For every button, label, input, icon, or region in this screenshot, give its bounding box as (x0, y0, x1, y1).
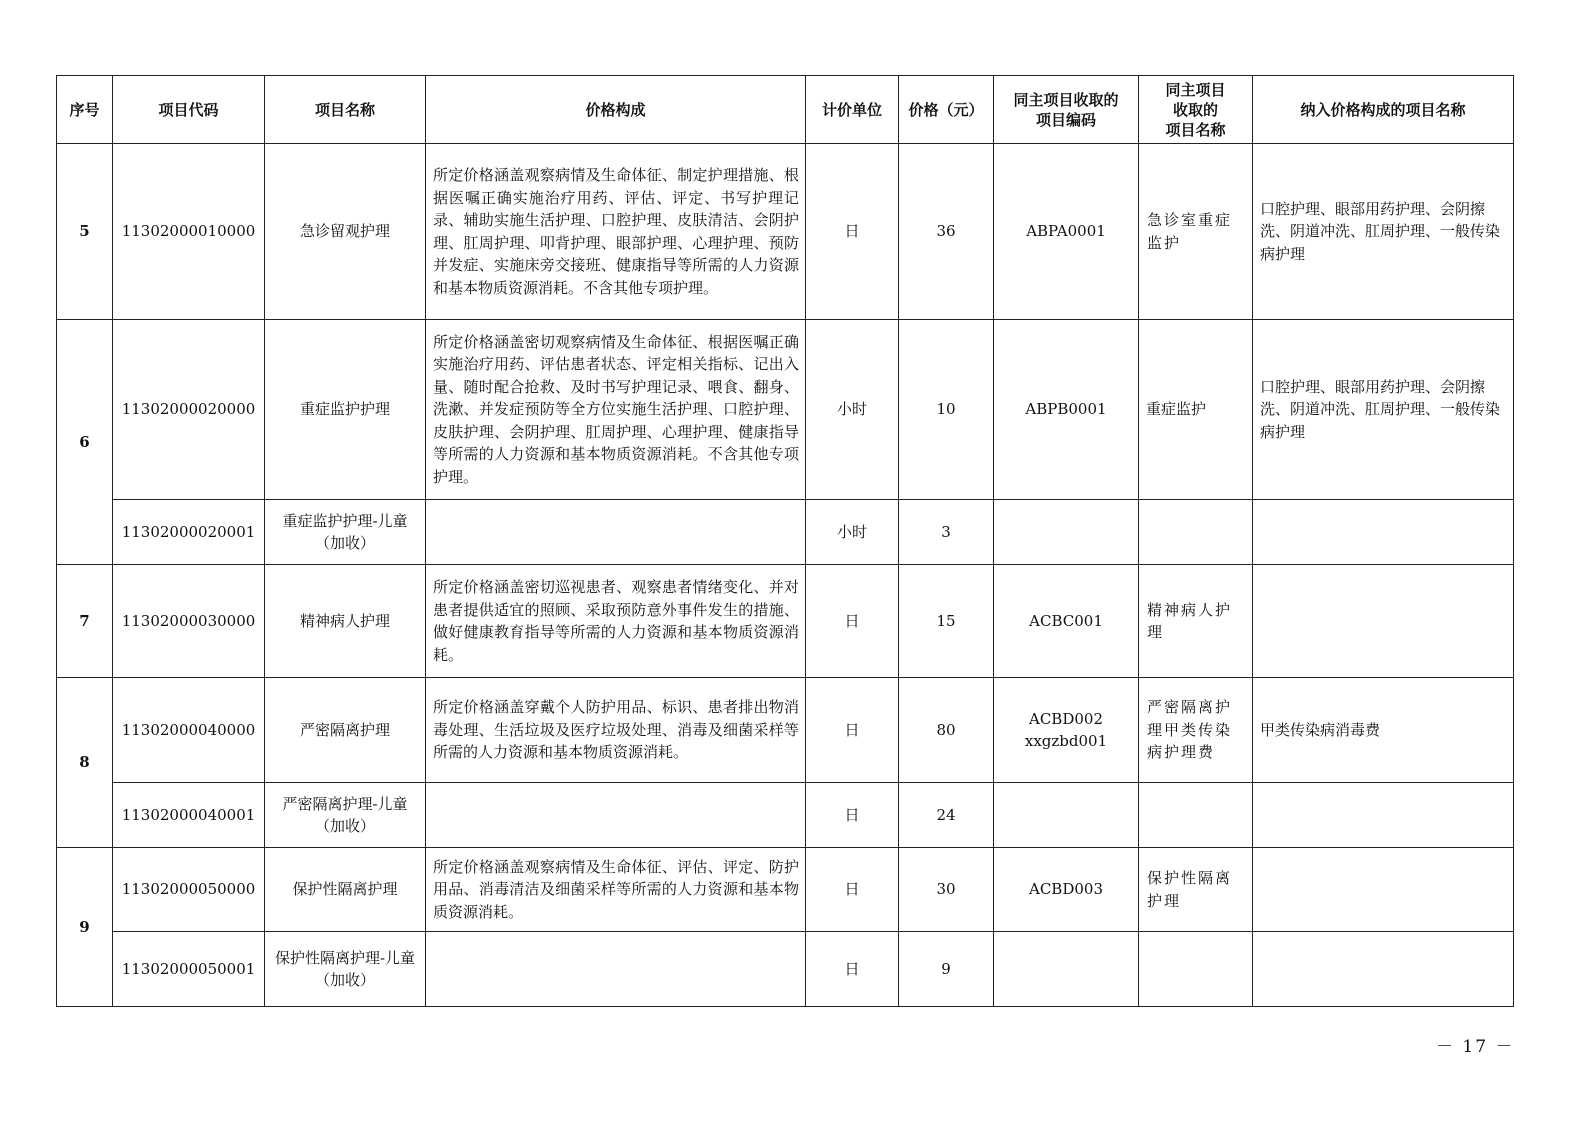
same-name-cell: 重症监护 (1139, 320, 1253, 500)
price-cell: 3 (899, 500, 994, 565)
same-name-cell (1139, 500, 1253, 565)
price-cell: 36 (899, 144, 994, 320)
table-header-row (57, 76, 1514, 144)
same-name-cell (1139, 783, 1253, 848)
same-name-cell: 精神病人护理 (1139, 565, 1253, 678)
same-code-cell: ABPB0001 (994, 320, 1139, 500)
included-cell: 口腔护理、眼部用药护理、会阴擦洗、阴道冲洗、肛周护理、一般传染病护理 (1253, 320, 1514, 500)
price-cell: 80 (899, 678, 994, 783)
header-included: 纳入价格构成的项目名称 (1253, 76, 1514, 144)
unit-cell: 日 (806, 678, 899, 783)
header-content: 价格构成 (426, 76, 806, 144)
header-price: 价格（元） (899, 76, 994, 144)
table-row (57, 678, 1514, 783)
seq-cell: 9 (57, 848, 113, 1007)
table-row (57, 144, 1514, 320)
unit-cell: 日 (806, 783, 899, 848)
code-cell: 11302000050001 (113, 932, 265, 1007)
included-cell: 口腔护理、眼部用药护理、会阴擦洗、阴道冲洗、肛周护理、一般传染病护理 (1253, 144, 1514, 320)
included-cell (1253, 565, 1514, 678)
included-cell (1253, 783, 1514, 848)
price-cell: 30 (899, 848, 994, 932)
same-code-cell (994, 932, 1139, 1007)
name-cell: 重症监护护理-儿童（加收） (265, 500, 426, 565)
content-cell (426, 500, 806, 565)
table-row (57, 932, 1514, 1007)
name-cell: 重症监护护理 (265, 320, 426, 500)
same-code-cell: ACBC001 (994, 565, 1139, 678)
unit-cell: 日 (806, 848, 899, 932)
name-cell: 保护性隔离护理-儿童（加收） (265, 932, 426, 1007)
table-row (57, 565, 1514, 678)
price-cell: 15 (899, 565, 994, 678)
seq-cell: 6 (57, 320, 113, 565)
name-cell: 严密隔离护理-儿童（加收） (265, 783, 426, 848)
unit-cell: 日 (806, 144, 899, 320)
included-cell (1253, 848, 1514, 932)
header-name: 项目名称 (265, 76, 426, 144)
content-cell: 所定价格涵盖观察病情及生命体征、评估、评定、防护用品、消毒清洁及细菌采样等所需的人力资源和基本物质资源消耗。 (426, 848, 806, 932)
same-name-cell (1139, 932, 1253, 1007)
table-row (57, 500, 1514, 565)
code-cell: 11302000050000 (113, 848, 265, 932)
same-name-cell: 急诊室重症监护 (1139, 144, 1253, 320)
same-code-cell: ABPA0001 (994, 144, 1139, 320)
same-code-cell (994, 500, 1139, 565)
seq-cell: 8 (57, 678, 113, 848)
header-seq: 序号 (57, 76, 113, 144)
content-cell: 所定价格涵盖穿戴个人防护用品、标识、患者排出物消毒处理、生活垃圾及医疗垃圾处理、消毒及细菌采样等所需的人力资源和基本物质资源消耗。 (426, 678, 806, 783)
code-cell: 11302000030000 (113, 565, 265, 678)
page-number: － 17 － (1436, 1037, 1515, 1057)
price-cell: 10 (899, 320, 994, 500)
header-unit: 计价单位 (806, 76, 899, 144)
price-cell: 9 (899, 932, 994, 1007)
name-cell: 精神病人护理 (265, 565, 426, 678)
header-code: 项目代码 (113, 76, 265, 144)
header-same-name: 同主项目 收取的 项目名称 (1139, 76, 1253, 144)
included-cell (1253, 500, 1514, 565)
unit-cell: 日 (806, 932, 899, 1007)
header-same-code: 同主项目收取的 项目编码 (994, 76, 1139, 144)
table-row (57, 783, 1514, 848)
table-row (57, 848, 1514, 932)
name-cell: 保护性隔离护理 (265, 848, 426, 932)
included-cell (1253, 932, 1514, 1007)
same-name-cell: 严密隔离护理甲类传染病护理费 (1139, 678, 1253, 783)
content-cell: 所定价格涵盖密切观察病情及生命体征、根据医嘱正确实施治疗用药、评估患者状态、评定相关指标、记出入量、随时配合抢救、及时书写护理记录、喂食、翻身、洗漱、并发症预防等全方位实施生活护理、口腔护理、皮肤护理、会阴护理、肛周护理、心理护理、健康指导等所需的人力资源和基本物质资源消耗。不含其他专项护理。 (426, 320, 806, 500)
content-cell (426, 932, 806, 1007)
content-cell (426, 783, 806, 848)
code-cell: 11302000040000 (113, 678, 265, 783)
table-row (57, 320, 1514, 500)
same-code-cell: ACBD002 xxgzbd001 (994, 678, 1139, 783)
name-cell: 急诊留观护理 (265, 144, 426, 320)
same-name-cell: 保护性隔离护理 (1139, 848, 1253, 932)
same-code-cell: ACBD003 (994, 848, 1139, 932)
code-cell: 11302000020000 (113, 320, 265, 500)
price-cell: 24 (899, 783, 994, 848)
code-cell: 11302000040001 (113, 783, 265, 848)
seq-cell: 5 (57, 144, 113, 320)
unit-cell: 小时 (806, 500, 899, 565)
code-cell: 11302000020001 (113, 500, 265, 565)
code-cell: 11302000010000 (113, 144, 265, 320)
included-cell: 甲类传染病消毒费 (1253, 678, 1514, 783)
name-cell: 严密隔离护理 (265, 678, 426, 783)
seq-cell: 7 (57, 565, 113, 678)
content-cell: 所定价格涵盖观察病情及生命体征、制定护理措施、根据医嘱正确实施治疗用药、评估、评定、书写护理记录、辅助实施生活护理、口腔护理、皮肤清洁、会阴护理、肛周护理、叩背护理、眼部护理、心理护理、预防并发症、实施床旁交接班、健康指导等所需的人力资源和基本物质资源消耗。不含其他专项护理。 (426, 144, 806, 320)
price-table (56, 75, 1514, 1007)
unit-cell: 小时 (806, 320, 899, 500)
content-cell: 所定价格涵盖密切巡视患者、观察患者情绪变化、并对患者提供适宜的照顾、采取预防意外事件发生的措施、做好健康教育指导等所需的人力资源和基本物质资源消耗。 (426, 565, 806, 678)
same-code-cell (994, 783, 1139, 848)
unit-cell: 日 (806, 565, 899, 678)
